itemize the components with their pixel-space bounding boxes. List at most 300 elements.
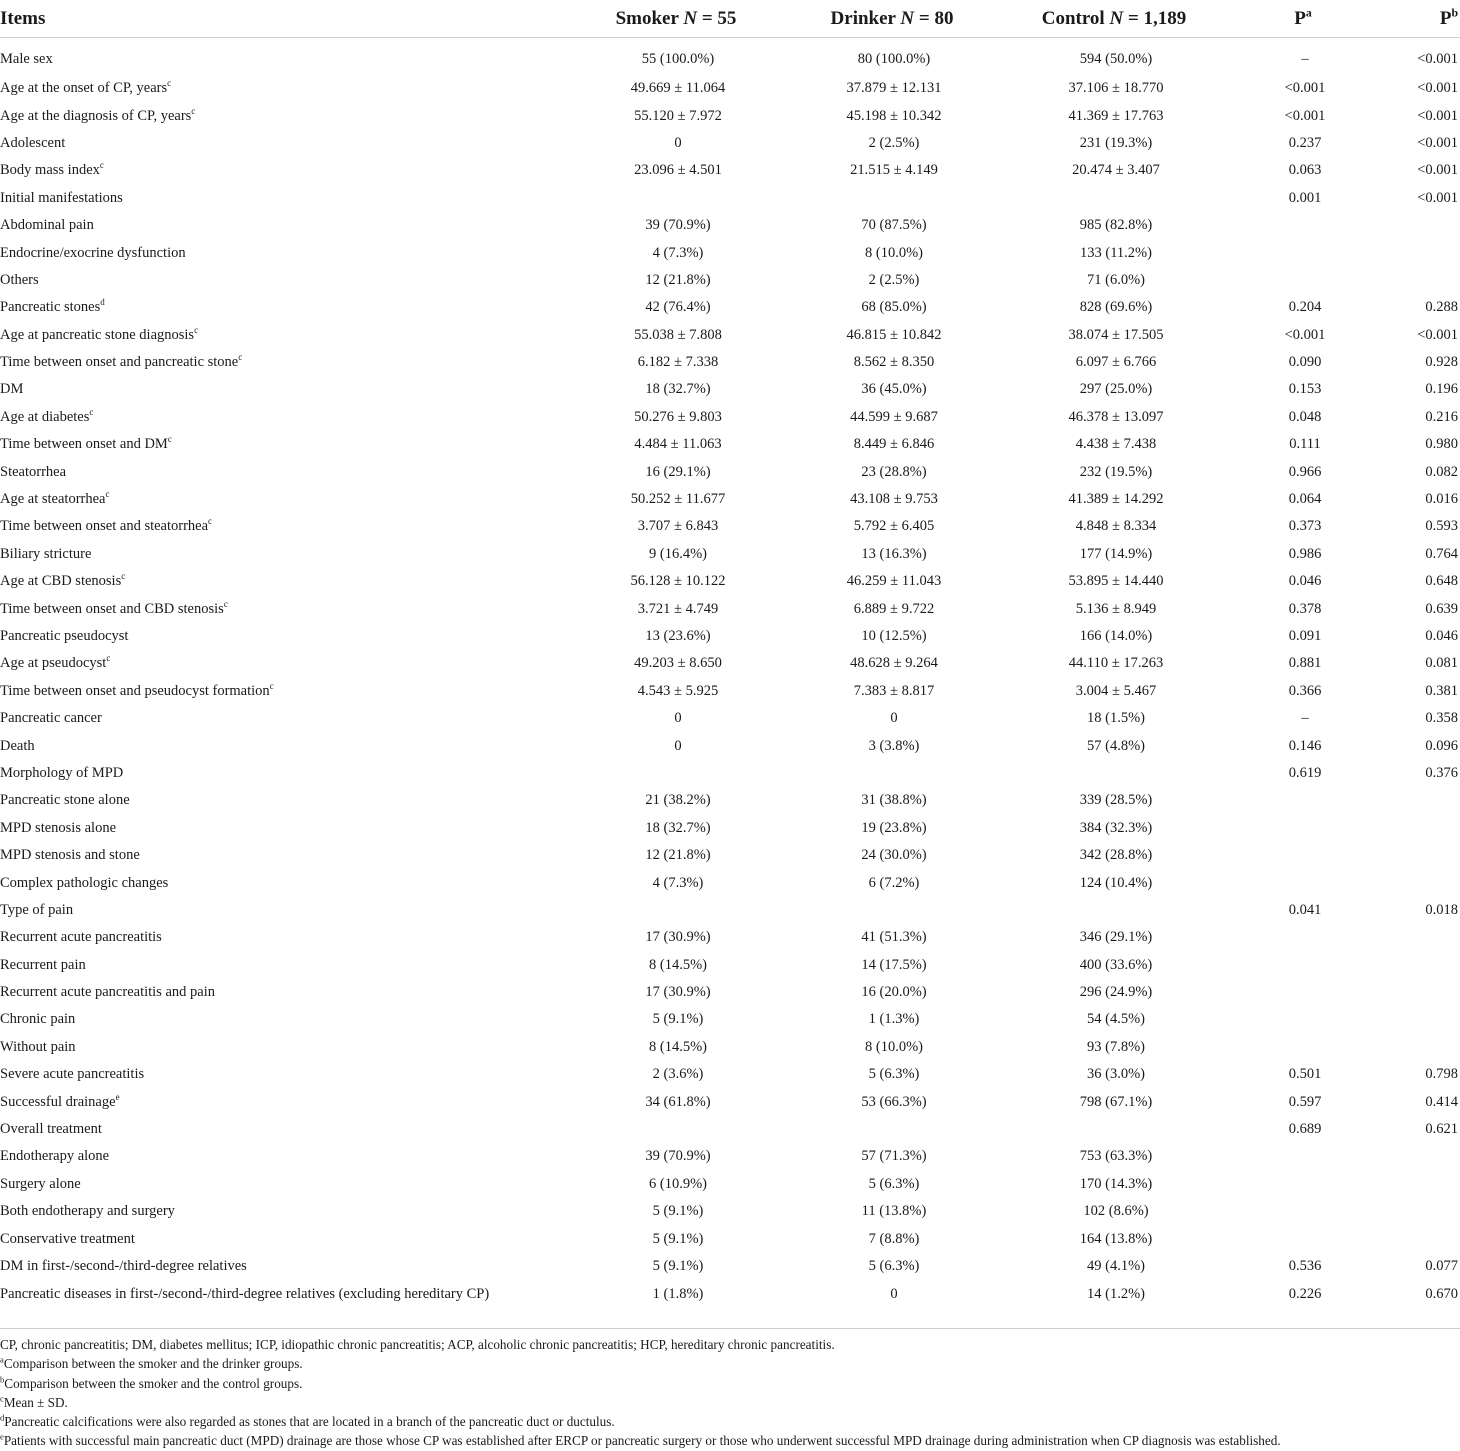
table-row [0,1253,1460,1280]
cell-drinker: 41 (51.3%) [861,929,927,946]
table-row [0,376,1460,403]
cell-p-a [1240,842,1370,869]
cell-p-b: 0.980 [1425,436,1458,453]
cell-p-b [1370,952,1460,979]
cell-p-b: 0.358 [1425,710,1458,727]
cell-drinker: 0 [890,710,898,727]
cell-item: Age at CBD stenosis$^c$ [0,571,126,590]
cell-p-a: 0.046 [1288,573,1322,590]
cell-p-a: 0.986 [1288,545,1322,562]
cell-control: 53.895 ± 14.440 [1068,573,1164,590]
cell-smoker: 18 (32.7%) [645,381,711,398]
cell-smoker: 5 (9.1%) [652,1011,704,1028]
cell-p-b [1370,869,1460,896]
header-smoker: Smoker N = 55 [560,0,796,38]
cell-item: DM in first-/second-/third-degree relatives [0,1257,247,1274]
cell-control [992,185,1240,212]
cell-control: 297 (25.0%) [1079,381,1153,398]
cell-p-a [1240,869,1370,896]
footnote-marker: c [208,516,213,527]
cell-item: Both endotherapy and surgery [0,1203,175,1220]
cell-item: Male sex [0,51,53,67]
cell-smoker: 34 (61.8%) [645,1093,711,1110]
cell-drinker: 48.628 ± 9.264 [850,655,938,672]
cell-control [992,1116,1240,1143]
cell-drinker: 14 (17.5%) [861,956,927,973]
cell-item: Time between onset and $DM^c$ [0,434,172,453]
cell-p-a: – [1301,710,1309,727]
cell-p-b: 0.798 [1425,1066,1458,1083]
header-drinker: Drinker N = 80 [796,0,992,38]
cell-p-b: <0.001 [1417,107,1458,124]
cell-smoker [560,1116,796,1143]
footnote-line: $^a$Comparison between the smoker and the drinker groups. [0,1354,303,1372]
cell-p-a: 0.237 [1288,134,1322,151]
cell-smoker: 0 [674,134,682,151]
footnote-marker: c [269,680,274,691]
cell-p-b [1370,1034,1460,1061]
cell-smoker: 2 (3.6%) [652,1066,704,1083]
cell-p-a [1240,979,1370,1006]
cell-control: 46.378 ± 13.097 [1068,408,1164,425]
cell-p-b: 0.764 [1425,545,1458,562]
footnote-marker: c [121,571,126,582]
cell-control: 41.389 ± 14.292 [1068,491,1164,508]
table-row [0,1116,1460,1143]
cell-drinker: 23 (28.8%) [861,463,927,480]
cell-drinker [796,1116,992,1143]
table-row [0,404,1460,431]
cell-drinker: 68 (85.0%) [861,299,927,316]
cell-smoker: 5 (9.1%) [652,1257,704,1274]
cell-item: Others [0,271,39,288]
cell-drinker: 5 (6.3%) [868,1066,920,1083]
table-row [0,678,1460,705]
cell-smoker: 3.721 ± 4.749 [637,600,719,617]
cell-p-b: 0.216 [1425,408,1458,425]
cell-control [992,760,1240,787]
cell-p-a: 0.226 [1288,1286,1322,1303]
table-row [0,1225,1460,1252]
cell-control: 828 (69.6%) [1079,299,1153,316]
cell-control: 102 (8.6%) [1083,1203,1149,1220]
cell-smoker: 17 (30.9%) [645,984,711,1001]
cell-p-a: 0.090 [1288,354,1322,371]
cell-p-b: 0.046 [1425,628,1458,644]
table-row [0,185,1460,212]
footnote-marker: c [191,105,196,116]
cell-drinker: 46.259 ± 11.043 [846,573,942,590]
cell-p-a [1240,924,1370,951]
cell-smoker [560,760,796,787]
cell-item: DM [0,381,24,398]
footnote-line: $^c$Mean ± SD. [0,1393,68,1410]
table-row [0,431,1460,458]
cell-smoker: 4.484 ± 11.063 [634,436,722,453]
cell-drinker: 11 (13.8%) [861,1203,927,1220]
cell-item: Age at steatorrhea$^c$ [0,489,110,508]
cell-control: 57 (4.8%) [1087,737,1145,754]
cell-control: 49 (4.1%) [1087,1257,1145,1274]
cell-smoker: 23.096 ± 4.501 [634,162,722,179]
cell-drinker: 8 (10.0%) [865,244,923,261]
cell-smoker: 50.252 ± 11.677 [630,491,726,508]
cell-control: 3.004 ± 5.467 [1075,682,1157,699]
cell-drinker: 36 (45.0%) [861,381,927,398]
table-row [0,486,1460,513]
cell-smoker: 4 (7.3%) [652,244,704,261]
table-row [0,513,1460,540]
cell-smoker: 42 (76.4%) [645,299,711,316]
cell-p-a: 0.378 [1288,600,1322,617]
cell-drinker: 6.889 ± 9.722 [853,600,935,617]
cell-p-a [1240,1006,1370,1033]
footnote-marker: c [167,434,172,445]
cell-smoker: 5 (9.1%) [652,1230,704,1247]
cell-p-a [1240,1198,1370,1225]
footnote-marker: e [115,1091,120,1102]
cell-p-b [1370,1006,1460,1033]
table-row [0,924,1460,951]
cell-item: Age at diabetes$^c$ [0,407,94,425]
cell-p-a [1240,239,1370,266]
cell-p-a [1240,1143,1370,1170]
cell-p-a: 0.536 [1288,1257,1322,1274]
cell-p-a: 0.366 [1288,682,1322,699]
cell-drinker: 44.599 ± 9.687 [850,408,938,425]
cell-smoker: 50.276 ± 9.803 [634,408,722,425]
table-row [0,75,1460,102]
cell-control: 342 (28.8%) [1079,847,1153,864]
cell-smoker: 56.128 ± 10.122 [630,573,726,590]
cell-control: 164 (13.8%) [1079,1230,1153,1247]
footnote-marker: d [100,297,105,308]
cell-drinker: 57 (71.3%) [861,1148,927,1165]
cell-p-a [1240,1225,1370,1252]
cell-smoker: 4.543 ± 5.925 [637,682,719,699]
cell-smoker: 1 (1.8%) [652,1286,704,1303]
cell-p-b [1370,924,1460,951]
cell-p-a: 0.111 [1289,436,1321,453]
cell-p-a: 0.597 [1288,1093,1322,1110]
cell-p-b [1370,787,1460,814]
cell-control: 54 (4.5%) [1087,1011,1145,1028]
table-row [0,1143,1460,1170]
cell-p-b: <0.001 [1417,51,1458,67]
cell-p-b: 0.648 [1425,573,1458,590]
footnote-marker: c [106,653,111,664]
cell-drinker: 8.449 ± 6.846 [853,436,935,453]
header-p-b: $P^b$ [1370,0,1460,38]
table-row [0,294,1460,321]
cell-drinker: 70 (87.5%) [861,217,927,234]
cell-p-a: 0.091 [1288,628,1322,644]
table-row [0,102,1460,129]
cell-drinker: 8.562 ± 8.350 [853,354,935,371]
cell-control: 985 (82.8%) [1079,217,1153,234]
cell-item: Initial manifestations [0,189,123,206]
cell-p-a [1240,952,1370,979]
cell-p-a [1240,1034,1370,1061]
cell-p-b [1370,239,1460,266]
cell-control: 753 (63.3%) [1079,1148,1153,1165]
cell-control: 384 (32.3%) [1079,819,1153,836]
cell-p-a: 0.881 [1288,655,1322,672]
cell-p-b: 0.016 [1425,491,1458,508]
cell-drinker: 7.383 ± 8.817 [853,682,935,699]
cell-item: Overall treatment [0,1121,102,1138]
footnote-line: CP, chronic pancreatitis; DM, diabetes mellitus; ICP, idiopathic chronic pancreatitis; ACP, alcoholic chronic pancreatitis; HCP, hereditary chronic pancreatitis. [0,1337,835,1352]
cell-control: 4.438 ± 7.438 [1075,436,1157,453]
cell-p-a: 0.048 [1288,408,1322,425]
table-row [0,842,1460,869]
cell-p-a: 0.501 [1288,1066,1322,1083]
table-row [0,1034,1460,1061]
cell-p-a: 0.001 [1288,189,1322,206]
footnote-marker: c [89,407,94,418]
cell-drinker: 10 (12.5%) [861,628,927,644]
table-row [0,322,1460,349]
cell-smoker: 13 (23.6%) [645,628,711,644]
cell-control: 5.136 ± 8.949 [1075,600,1157,617]
cell-smoker: 49.203 ± 8.650 [634,655,722,672]
table-row [0,897,1460,924]
cell-item: Biliary stricture [0,545,92,562]
cell-p-b: <0.001 [1417,326,1458,343]
cell-p-b: <0.001 [1417,162,1458,179]
cell-p-a [1240,787,1370,814]
cell-item: Recurrent acute pancreatitis [0,929,162,946]
cell-control: 93 (7.8%) [1087,1038,1145,1055]
cell-smoker: 55.038 ± 7.808 [634,326,722,343]
cell-p-b: <0.001 [1417,189,1458,206]
table-row [0,157,1460,184]
table-header-row [0,0,1460,38]
table-row [0,1280,1460,1309]
cell-drinker: 80 (100.0%) [857,51,931,67]
cell-drinker: 13 (16.3%) [861,545,927,562]
cell-smoker: 21 (38.2%) [645,792,711,809]
cell-smoker: 5 (9.1%) [652,1203,704,1220]
cell-p-a: 0.146 [1288,737,1322,754]
cell-p-b [1370,1198,1460,1225]
cell-drinker: 2 (2.5%) [868,134,920,151]
cell-p-b [1370,1143,1460,1170]
cell-p-b: 0.593 [1425,518,1458,535]
cell-item: Abdominal pain [0,217,94,234]
cell-smoker: 8 (14.5%) [649,1038,707,1055]
cell-item: Time between onset and steatorrhea$^c$ [0,516,213,535]
cell-control: 594 (50.0%) [1079,51,1153,67]
cell-item: Endotherapy alone [0,1148,110,1165]
cell-item: Time between onset and CBD stenosis$^c$ [0,598,228,617]
cell-smoker: 12 (21.8%) [645,847,711,864]
table-row [0,732,1460,759]
cell-drinker: 43.108 ± 9.753 [850,491,938,508]
cell-item: Type of pain [0,901,74,918]
cell-p-a: 0.041 [1288,901,1322,918]
cell-item: Pancreatic pseudocyst [0,628,129,644]
cell-p-b [1370,1171,1460,1198]
cell-item: Death [0,737,35,754]
cell-item: Morphology of MPD [0,764,124,781]
cell-item: Endocrine/exocrine dysfunction [0,244,186,261]
cell-item: Surgery alone [0,1175,81,1192]
table-row [0,38,1460,76]
cell-p-a: 0.619 [1288,764,1322,781]
cell-drinker: 53 (66.3%) [861,1093,927,1110]
table-row [0,239,1460,266]
cell-p-b: 0.670 [1425,1286,1458,1303]
cell-control [992,897,1240,924]
cell-p-b: 0.621 [1425,1121,1458,1138]
cell-drinker: 31 (38.8%) [861,792,927,809]
cell-item: Recurrent acute pancreatitis and pain [0,984,215,1001]
cell-smoker: 0 [674,737,682,754]
table-row [0,458,1460,485]
cell-item: Conservative treatment [0,1230,135,1247]
cell-p-a: 0.153 [1288,381,1322,398]
cell-item: Complex pathologic changes [0,874,169,891]
cell-item: MPD stenosis alone [0,819,116,836]
table-footnotes [0,1328,1460,1451]
cell-smoker: 0 [674,710,682,727]
cell-item: Time between onset and pseudocyst formation$^c$ [0,680,274,699]
footnote-marker: c [223,598,228,609]
cell-p-a: 0.373 [1288,518,1322,535]
cell-drinker: 5.792 ± 6.405 [853,518,935,535]
cell-p-b: 0.288 [1425,299,1458,316]
cell-smoker: 6 (10.9%) [649,1175,707,1192]
table-row [0,1061,1460,1088]
cell-control: 170 (14.3%) [1079,1175,1153,1192]
table-row [0,787,1460,814]
cell-drinker: 5 (6.3%) [868,1257,920,1274]
cell-control: 41.369 ± 17.763 [1068,107,1164,124]
cell-item: Age at pancreatic stone diagnosis$^c$ [0,324,199,343]
cell-p-a: <0.001 [1284,80,1326,97]
cell-p-a [1240,1171,1370,1198]
table-row [0,130,1460,157]
footnote-marker: c [238,352,243,363]
cell-control: 231 (19.3%) [1079,134,1153,151]
cell-p-b [1370,815,1460,842]
table-row [0,541,1460,568]
table-row [0,705,1460,732]
cell-p-b: 0.082 [1425,463,1458,480]
table-row [0,623,1460,650]
cell-control: 36 (3.0%) [1087,1066,1145,1083]
cell-smoker: 3.707 ± 6.843 [637,518,719,535]
cell-control: 71 (6.0%) [1087,271,1145,288]
cell-drinker: 45.198 ± 10.342 [846,107,942,124]
table-row [0,267,1460,294]
footnote-marker: c [194,324,199,335]
table-row [0,650,1460,677]
cell-p-a [1240,815,1370,842]
cell-p-a: <0.001 [1284,107,1326,124]
cell-drinker: 24 (30.0%) [861,847,927,864]
cell-item: Age at the diagnosis of CP, years$^c$ [0,105,196,124]
cell-drinker: 21.515 ± 4.149 [850,162,938,179]
header-control: Control N = 1,189 [992,0,1240,38]
cell-smoker: 39 (70.9%) [645,217,711,234]
table-row [0,979,1460,1006]
cell-control: 124 (10.4%) [1079,874,1153,891]
table-row [0,760,1460,787]
cell-item: Recurrent pain [0,956,86,973]
cell-drinker [796,897,992,924]
cell-drinker: 0 [890,1286,898,1303]
cell-item: Adolescent [0,134,66,151]
cell-item: MPD stenosis and stone [0,847,140,864]
footnote-line: $^b$Comparison between the smoker and the control groups. [0,1374,303,1391]
cell-p-b: 0.018 [1425,901,1458,918]
cell-drinker: 16 (20.0%) [861,984,927,1001]
cell-p-b: 0.376 [1425,764,1458,781]
cell-p-a: 0.204 [1288,299,1322,316]
cell-item: Steatorrhea [0,463,67,480]
footnote-line: $^e$Patients with successful main pancreatic duct (MPD) drainage are those whose CP was established after ERCP or pancreatic surgery or those who underwent successful MPD drainage during administration when CP diagnosis was established. [0,1432,1281,1449]
cell-p-b [1370,1225,1460,1252]
cell-drinker: 37.879 ± 12.131 [846,80,942,97]
cell-control: 44.110 ± 17.263 [1068,655,1164,672]
cell-drinker: 19 (23.8%) [861,819,927,836]
cell-drinker: 5 (6.3%) [868,1175,920,1192]
cell-smoker: 39 (70.9%) [645,1148,711,1165]
cell-item: Age at the onset of CP, years$^c$ [0,78,172,97]
cell-control: 339 (28.5%) [1079,792,1153,809]
cell-smoker [560,897,796,924]
cell-smoker: 12 (21.8%) [645,271,711,288]
cell-item: Pancreatic diseases in first-/second-/third-degree relatives (excluding hereditary CP) [0,1286,490,1303]
cell-p-b [1370,842,1460,869]
cell-p-a: 0.063 [1288,162,1322,179]
table-row [0,815,1460,842]
cell-p-b: 0.928 [1425,354,1458,371]
cell-p-b: 0.414 [1425,1093,1458,1110]
table-row [0,595,1460,622]
cell-p-a: 0.689 [1288,1121,1322,1138]
cell-control: 166 (14.0%) [1079,628,1153,644]
header-p-a: $P^a$ [1240,0,1370,38]
cell-drinker: 7 (8.8%) [868,1230,920,1247]
cell-item: Without pain [0,1038,76,1055]
cell-smoker: 4 (7.3%) [652,874,704,891]
header-items: Items [0,0,560,38]
cell-drinker: 46.815 ± 10.842 [846,326,942,343]
table-row [0,212,1460,239]
table-row [0,1198,1460,1225]
footnote-marker: c [167,78,172,89]
cell-control: 4.848 ± 8.334 [1075,518,1157,535]
cell-control: 400 (33.6%) [1079,956,1153,973]
cell-p-b: 0.381 [1425,682,1458,699]
cell-item: Successful drainage$^e$ [0,1091,120,1110]
table-row [0,952,1460,979]
cell-item: Chronic pain [0,1011,76,1028]
cell-drinker [796,760,992,787]
cell-drinker [796,185,992,212]
cell-p-a: – [1301,51,1309,67]
table-row [0,1006,1460,1033]
cell-p-a [1240,267,1370,294]
table-row [0,1171,1460,1198]
cell-smoker: 17 (30.9%) [645,929,711,946]
cell-p-a: 0.064 [1288,491,1322,508]
cell-smoker: 9 (16.4%) [649,545,707,562]
cell-smoker: 55 (100.0%) [641,51,715,67]
